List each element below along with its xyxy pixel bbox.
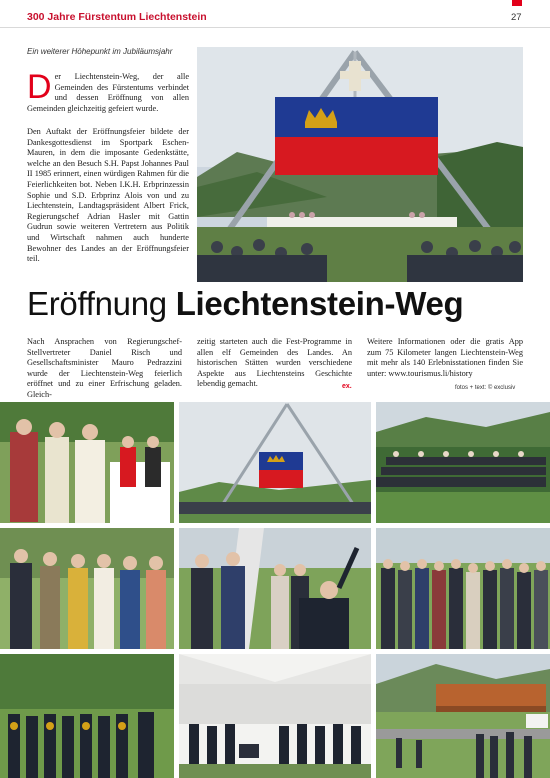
- photo-guests-standing: [376, 528, 550, 649]
- intro-text: er Liechtenstein-Weg, der alle Gemeinden des Fürstentums verbindet und dessen Eröffnung von allen Gemeinden gleichzeitig gefeiert wurde.: [27, 72, 189, 113]
- column-3: Weitere Informationen oder die gratis App zum 75 Kilometer langen Liechtenstein-Weg mit mehr als 140 Erlebnisstationen finden Sie unter: www.tourismus.li/history: [367, 337, 523, 378]
- article-intro: [27, 68, 189, 114]
- header-accent-block: [512, 0, 522, 6]
- photo-monument-crowd: [179, 402, 371, 523]
- photo-tent-musicians: [179, 654, 371, 778]
- column-2-text: zeitig starteten auch die Fest-Programme in allen elf Gemeinden des Landes. An historischen Stätten wurden verschiedene Aspekte aus Liechtensteins Geschichte lebendig gemacht.: [197, 337, 352, 389]
- photo-altar-clergy: [0, 402, 174, 523]
- section-title: 300 Jahre Fürstentum Liechtenstein: [27, 11, 207, 23]
- article-body-first: Den Auftakt der Eröffnungsfeier bildete der Dankesgottesdienst im Sportpark Eschen-Mauren, in dem die imposante Gedenkstätte, welche an den Besuch S.H. Papst Johannes Paul II 1985 erinnert, einen würdigen Rahmen für die Feierlichkeiten bot. Neben I.K.H. Erbprinzessin Sophie und S.D. Erbprinz Alois von und zu Liechtenstein, Landtagspräsident Albert Frick, Regierungschef Adrian Hasler mit Gattin Gudrun sowie weiteren Vertretern aus Politik und Wirtschaft nahmen auch hunderte Bewohner des Landes an der Eröffnungsfeier teil.: [27, 127, 189, 264]
- photo-sportpark-building: [376, 654, 550, 778]
- main-photo-ceremony: [197, 47, 523, 282]
- headline-bold: Liechtenstein-Weg: [175, 285, 464, 322]
- end-mark: ex.: [342, 383, 352, 390]
- photo-ministers-selfie: [179, 528, 371, 649]
- article-headline: [27, 285, 463, 323]
- photo-brass-band: [0, 654, 174, 778]
- photo-audience-seated: [376, 402, 550, 523]
- dropcap: D: [27, 68, 52, 106]
- column-2: [197, 337, 352, 390]
- header-divider: [0, 27, 550, 28]
- photo-dignitaries-group: [0, 528, 174, 649]
- headline-light: Eröffnung: [27, 285, 167, 322]
- column-1: Nach Ansprachen von Regierungschef-Stellvertreter Daniel Risch und Gesellschaftsminister Mauro Pedrazzini wurde der Liechtenstein-Weg feierlich eröffnet und zu einer Erfrischung geladen. Gleich-: [27, 337, 182, 399]
- article-kicker: Ein weiterer Höhepunkt im Jubiläumsjahr: [27, 47, 173, 56]
- photo-credit: fotos + text: © exclusiv: [455, 385, 516, 391]
- page-number: 27: [511, 12, 522, 23]
